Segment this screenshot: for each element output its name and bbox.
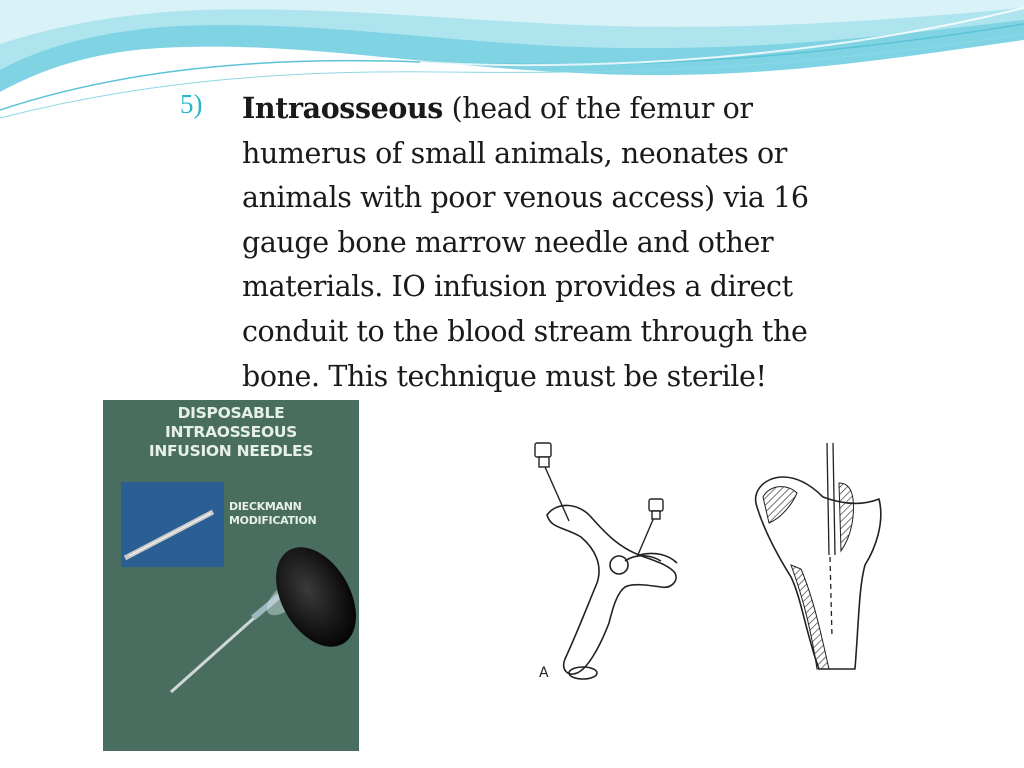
bone-diagram-drawing [529,437,887,685]
photo-title-line-1: DISPOSABLE [177,404,285,422]
photo-subtitle [229,500,316,528]
list-item-text [242,86,902,399]
bone-needle-diagram [529,437,887,685]
photo-title [103,404,359,461]
photo-title-line-3: INFUSION NEEDLES [148,442,314,460]
text-line-7: bone. This technique must be sterile! [242,359,767,393]
photo-title-line-2: INTRAOSSEOUS [165,423,297,441]
text-line-6: conduit to the blood stream through the [242,314,808,348]
term-bold: Intraosseous [242,91,443,125]
photo-subtitle-line-2: MODIFICATION [229,514,317,527]
figure-label: A [539,665,549,681]
text-line-5: materials. IO infusion provides a direct [242,270,793,304]
list-number: 5) [180,89,203,119]
text-line-1: (head of the femur or [442,92,753,125]
needle-product-photo [103,400,359,751]
text-line-3: animals with poor venous access) via 16 [242,181,809,215]
photo-subtitle-line-1: DIECKMANN [229,500,302,513]
text-line-2: humerus of small animals, neonates or [242,136,788,170]
text-line-4: gauge bone marrow needle and other [242,225,774,259]
